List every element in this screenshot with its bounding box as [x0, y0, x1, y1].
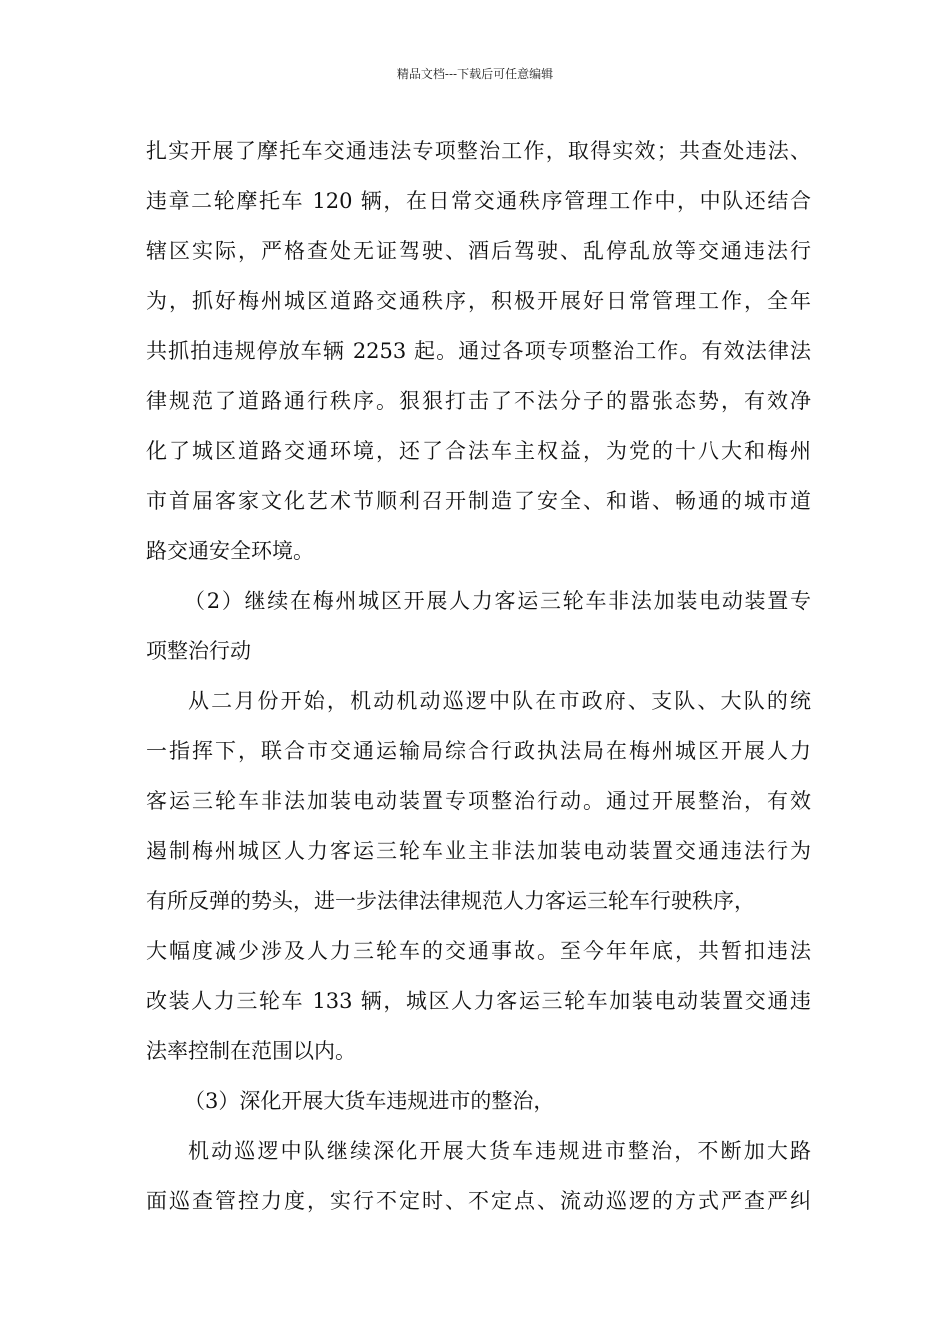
- paragraph-first-line: 机动巡逻中队继续深化开展大货车违规进市整治，不断加大路: [188, 1139, 811, 1163]
- text-line: 客运三轮车非法加装电动装置专项整治行动。通过开展整治，有效: [146, 789, 811, 813]
- paragraph-first-line: 从二月份开始，机动机动巡逻中队在市政府、支队、大队的统: [188, 689, 811, 713]
- text-line: 路交通安全环境。: [146, 539, 314, 563]
- text-line: 扎实开展了摩托车交通违法专项整治工作，取得实效；共查处违法、: [146, 139, 811, 163]
- text-line: 违章二轮摩托车 120 辆，在日常交通秩序管理工作中，中队还结合: [146, 189, 811, 213]
- text-line: 大幅度减少涉及人力三轮车的交通事故。至今年年底，共暂扣违法: [146, 939, 811, 963]
- text-line: 遏制梅州城区人力客运三轮车业主非法加装电动装置交通违法行为: [146, 839, 811, 863]
- text-line: 改装人力三轮车 133 辆，城区人力客运三轮车加装电动装置交通违: [146, 989, 811, 1013]
- text-line: 面巡查管控力度，实行不定时、不定点、流动巡逻的方式严查严纠: [146, 1189, 811, 1213]
- text-line: 律规范了道路通行秩序。狠狠打击了不法分子的嚣张态势，有效净: [146, 389, 811, 413]
- text-line: 辖区实际，严格查处无证驾驶、酒后驾驶、乱停乱放等交通违法行: [146, 239, 811, 263]
- text-line: 为，抓好梅州城区道路交通秩序，积极开展好日常管理工作，全年: [146, 289, 811, 313]
- page-header: 精品文档---下载后可任意编辑: [396, 67, 554, 81]
- text-line: 共抓拍违规停放车辆 2253 起。通过各项专项整治工作。有效法律法: [146, 339, 811, 363]
- document-body: [146, 126, 811, 1226]
- text-line: 有所反弹的势头，进一步法律法律规范人力客运三轮车行驶秩序，: [146, 889, 755, 913]
- section-heading: （2）继续在梅州城区开展人力客运三轮车非法加装电动装置专: [184, 589, 811, 613]
- section-heading: （3）深化开展大货车违规进市的整治，: [184, 1089, 555, 1113]
- section-heading-continued: 项整治行动: [146, 639, 251, 663]
- text-line: 化了城区道路交通环境，还了合法车主权益，为党的十八大和梅州: [146, 439, 811, 463]
- text-line: 法率控制在范围以内。: [146, 1039, 356, 1063]
- text-line: 市首届客家文化艺术节顺利召开制造了安全、和谐、畅通的城市道: [146, 489, 811, 513]
- text-line: 一指挥下，联合市交通运输局综合行政执法局在梅州城区开展人力: [146, 739, 811, 763]
